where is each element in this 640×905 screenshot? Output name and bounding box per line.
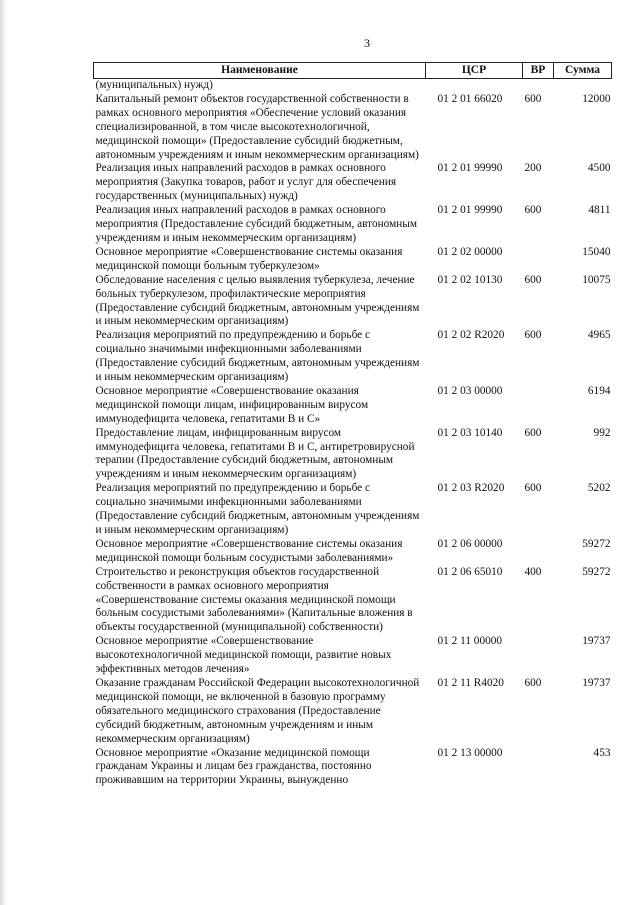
row-csr-code: 01 2 11 00000 — [437, 635, 503, 648]
row-csr-code: 01 2 06 65010 — [437, 565, 503, 578]
header-csr: ЦСР — [426, 63, 523, 79]
row-csr-code: 01 2 03 R2020 — [437, 482, 505, 495]
row-name: Основное мероприятие «Оказание медицинской помощи гражданам Украины и лицам без гражданства, постоянно проживавшим на территории Украины, вынужденно — [95, 746, 372, 787]
row-csr-code: 01 2 02 R2020 — [437, 329, 505, 342]
row-csr-code: 01 2 01 99990 — [437, 204, 503, 217]
row-name: Основное мероприятие «Совершенствование системы оказания медицинской помощи больным сосудистыми заболеваниями» — [95, 537, 403, 564]
header-sum: Сумма — [554, 63, 612, 79]
table-row — [94, 677, 612, 747]
row-sum: 992 — [593, 426, 611, 439]
row-name: Реализация мероприятий по предупреждению и борьбе с социально значимыми инфекционными заболеваниями (Предоставление субсидий бюджетным, автономным учреждениям и иным некоммерческим организациям) — [95, 482, 420, 536]
row-sum: 10075 — [582, 273, 611, 286]
table-row — [94, 246, 612, 274]
row-name: Предоставление лицам, инфицированным вирусом иммунодефицита человека, гепатитами В и С, антиретровирусной терапии (Предоставление субсидий бюджетным, автономным учреждениям и иным некоммерческим организациям) — [95, 426, 415, 481]
row-csr-code — [426, 79, 523, 93]
row-name: Оказание гражданам Российской Федерации высокотехнологичной медицинской помощи, не включенной в базовую программу обязательного медицинского страхования (Предоставление субсидий бюджетным, автономным учреждениям и иным некоммерческим организациям) — [95, 676, 420, 745]
row-vr-code — [523, 246, 554, 274]
row-sum: 4811 — [588, 204, 611, 217]
row-name: Реализация мероприятий по предупреждению и борьбе с социально значимыми инфекционными заболеваниями (Предоставление субсидий бюджетным, автономным учреждениям и иным некоммерческим организациям) — [95, 329, 420, 384]
row-sum: 19737 — [582, 676, 611, 689]
page-number: 3 — [364, 36, 370, 50]
table-row — [94, 274, 612, 330]
row-vr-code: 400 — [524, 565, 542, 578]
table-row — [94, 566, 612, 636]
row-sum: 12000 — [582, 92, 611, 105]
row-name: Капитальный ремонт объектов государственной собственности в рамках основного мероприятия «Обеспечение условий оказания специализированной, в том числе высокотехнологичной, медицинской помощи» (Предоставление субсидий бюджетным, автономным учреждениям и иным некоммерческим организациям) — [95, 92, 419, 161]
row-vr-code: 600 — [524, 204, 542, 217]
row-vr-code: 600 — [524, 482, 542, 495]
row-name: Основное мероприятие «Совершенствование системы оказания медицинской помощи больным туберкулезом» — [95, 245, 403, 272]
table-row — [94, 538, 612, 566]
row-csr-code: 01 2 06 00000 — [437, 537, 503, 550]
row-vr-code: 600 — [524, 329, 542, 342]
row-sum: 6194 — [587, 384, 611, 397]
row-csr-code: 01 2 02 10130 — [437, 273, 503, 286]
row-vr-code: 600 — [524, 676, 542, 689]
table-row — [94, 635, 612, 677]
row-sum: 4965 — [587, 329, 611, 342]
table-row — [94, 329, 612, 385]
table-row — [94, 79, 612, 93]
row-name: Основное мероприятие «Совершенствование оказания медицинской помощи лицам, инфицированным вирусом иммунодефицита человека, гепатитами В и С» — [95, 384, 369, 425]
table-header — [94, 63, 612, 79]
row-vr-code — [523, 635, 554, 677]
row-csr-code: 01 2 02 00000 — [437, 245, 503, 258]
row-name: Основное мероприятие «Совершенствование высокотехнологичной медицинской помощи, развитие новых эффективных методов лечения» — [95, 635, 392, 676]
budget-table — [93, 62, 612, 788]
table-row — [94, 385, 612, 427]
table-row — [94, 747, 612, 789]
row-vr-code: 200 — [524, 162, 542, 175]
row-vr-code — [523, 538, 554, 566]
table-body — [94, 79, 612, 789]
row-sum: 59272 — [582, 537, 611, 550]
table-row — [94, 204, 612, 246]
row-vr-code: 600 — [524, 92, 542, 105]
row-sum — [554, 79, 612, 93]
row-sum: 19737 — [582, 635, 611, 648]
row-sum: 453 — [593, 746, 611, 759]
row-csr-code: 01 2 03 00000 — [437, 384, 503, 397]
row-csr-code: 01 2 11 R4020 — [437, 676, 504, 689]
table-row — [94, 162, 612, 204]
row-vr-code: 600 — [524, 273, 542, 286]
table-row — [94, 482, 612, 538]
row-csr-code: 01 2 13 00000 — [437, 746, 503, 759]
row-sum: 15040 — [582, 245, 611, 258]
row-vr-code — [523, 79, 554, 93]
row-vr-code — [523, 747, 554, 789]
table-row — [94, 427, 612, 483]
row-name: Строительство и реконструкция объектов государственной собственности в рамках основного мероприятия «Совершенствование системы оказания медицинской помощи больным сосудистыми заболеваниями» (Капитальные вложения в объекты государственной (муниципальной) собственности) — [95, 565, 413, 634]
row-name: Реализация иных направлений расходов в рамках основного мероприятия (Закупка товаров, работ и услуг для обеспечения государственных (муниципальных) нужд) — [95, 162, 397, 203]
row-vr-code: 600 — [524, 426, 542, 439]
row-csr-code: 01 2 01 99990 — [437, 162, 503, 175]
row-sum: 59272 — [582, 565, 611, 578]
header-vr: ВР — [523, 63, 554, 79]
row-csr-code: 01 2 03 10140 — [437, 426, 503, 439]
header-row — [94, 63, 612, 79]
row-vr-code — [523, 385, 554, 427]
row-name: Обследование населения с целью выявления туберкулеза, лечение больных туберкулезом, профилактические мероприятия (Предоставление субсидий бюджетным, автономным учреждениям и иным некоммерческим организациям) — [95, 273, 420, 328]
header-name: Наименование — [94, 63, 426, 79]
row-csr-code: 01 2 01 66020 — [437, 92, 503, 105]
scan-edge-shadow — [0, 0, 7, 905]
row-name: (муниципальных) нужд) — [95, 79, 213, 91]
row-sum: 5202 — [587, 482, 611, 495]
table-row — [94, 93, 612, 163]
row-sum: 4500 — [587, 162, 611, 175]
row-name: Реализация иных направлений расходов в рамках основного мероприятия (Предоставление субсидий бюджетным, автономным учреждениям и иным некоммерческим организациям) — [95, 204, 418, 244]
